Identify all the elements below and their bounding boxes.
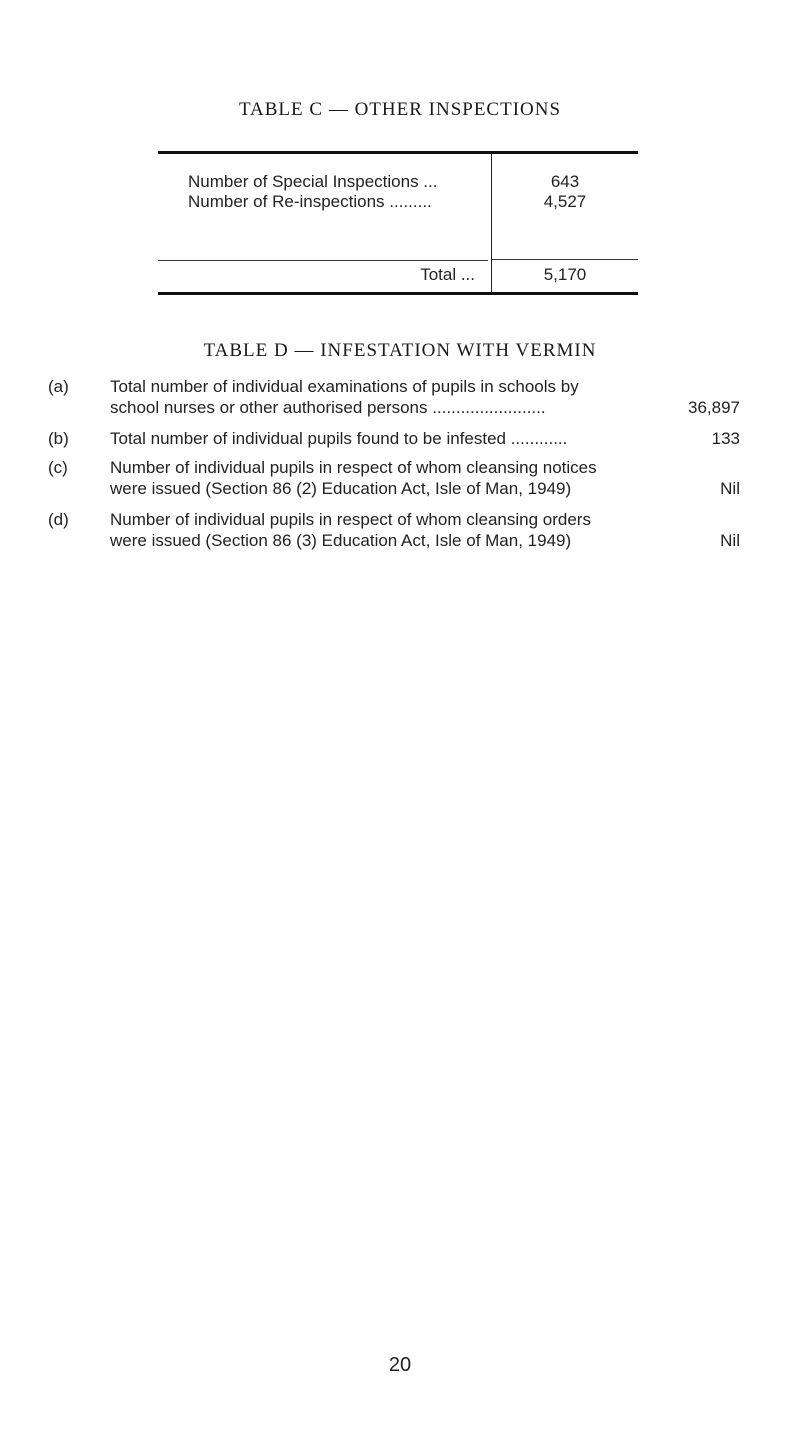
item-letter: (d) xyxy=(48,510,69,529)
table-d-title: TABLE D — INFESTATION WITH VERMIN xyxy=(203,340,597,361)
total-rule-left xyxy=(158,260,488,261)
table-top-rule xyxy=(158,151,638,154)
item-letter: (a) xyxy=(48,377,69,396)
total-rule-right xyxy=(492,259,638,260)
total-value: 5,170 xyxy=(543,265,587,284)
table-c xyxy=(158,151,638,295)
special-inspections-value: 643 xyxy=(550,172,580,191)
item-text-line: Total number of individual examinations of pupils in schools by xyxy=(110,377,579,396)
item-text-line: school nurses or other authorised persons ........................ xyxy=(110,398,546,417)
item-value: Nil xyxy=(720,531,740,550)
item-value: 36,897 xyxy=(688,398,740,417)
item-text-line: Number of individual pupils in respect of whom cleansing orders xyxy=(110,510,591,529)
page-number: 20 xyxy=(388,1354,412,1376)
special-inspections-label: Number of Special Inspections ... xyxy=(188,172,438,191)
item-text-line: were issued (Section 86 (3) Education Act, Isle of Man, 1949) xyxy=(110,531,572,550)
table-bottom-rule xyxy=(158,292,638,295)
item-text-line: Number of individual pupils in respect of whom cleansing notices xyxy=(110,458,597,477)
table-c-title: TABLE C — OTHER INSPECTIONS xyxy=(238,99,562,120)
item-text-line: were issued (Section 86 (2) Education Act, Isle of Man, 1949) xyxy=(110,479,572,498)
item-letter: (c) xyxy=(48,458,68,477)
item-value: Nil xyxy=(720,479,740,498)
re-inspections-label: Number of Re-inspections ......... xyxy=(188,192,432,211)
total-label: Total ... xyxy=(420,265,475,284)
item-text-line: Total number of individual pupils found to be infested ............ xyxy=(110,429,568,448)
re-inspections-value: 4,527 xyxy=(543,192,587,211)
item-letter: (b) xyxy=(48,429,69,448)
item-value: 133 xyxy=(711,429,740,448)
